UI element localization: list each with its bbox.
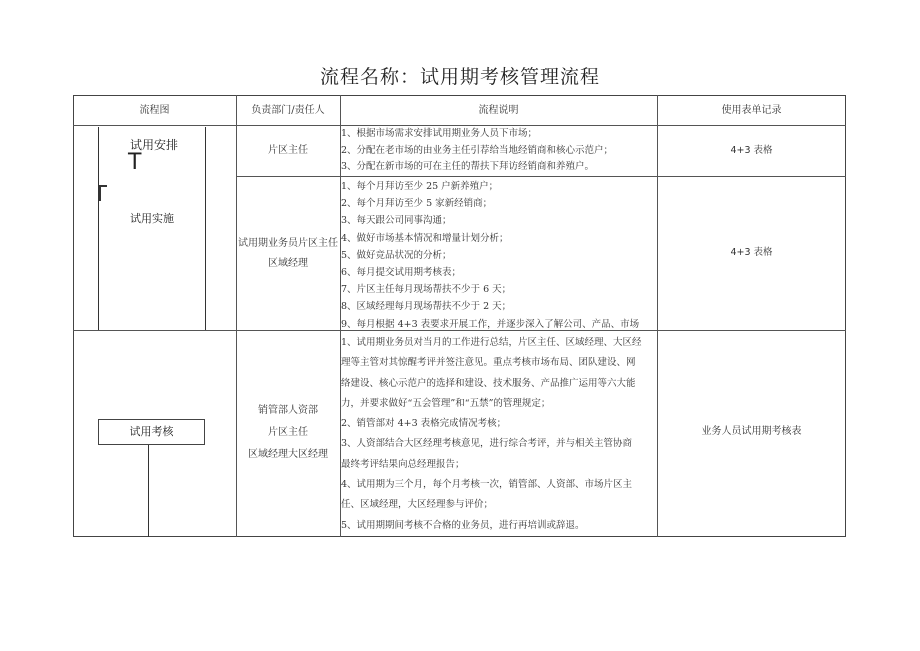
row3-dept: [236, 400, 340, 466]
row3-desc: [341, 333, 656, 536]
flow-step-assess: 试用考核: [98, 419, 205, 445]
row-divider: [236, 176, 846, 177]
header-desc: 流程说明: [478, 105, 519, 116]
dept-line: 片区主任: [268, 145, 308, 156]
desc-line: 力，并要求做好“五会管理”和“五禁”的管理规定；: [341, 397, 551, 409]
flow-connector-v: [99, 185, 101, 201]
dept-line: 销管部人资部: [258, 405, 318, 416]
header-flowchart: 流程图: [139, 105, 170, 116]
dept-line: 试用期业务员片区主任: [238, 238, 338, 249]
row3-form: 业务人员试用期考核表: [701, 426, 802, 437]
column-divider: [236, 95, 237, 537]
desc-line: 5、试用期期间考核不合格的业务员，进行再培训或辞退。: [341, 519, 585, 531]
flow-step-mark: T: [128, 150, 142, 175]
desc-line: 3、分配在新市场的可在主任的帮扶下拜访经销商和养殖户。: [341, 161, 595, 172]
desc-line: 络建设、核心示范户的选择和建设、技术服务、产品推广运用等六大能: [341, 377, 636, 389]
flow-line-left: [98, 127, 99, 330]
row1-dept: [236, 141, 340, 161]
row2-form: 4+3 表格: [730, 247, 773, 258]
desc-line: 4、做好市场基本情况和增量计划分析；: [341, 232, 509, 244]
row2-desc: [341, 178, 656, 330]
document-title: 流程名称：试用期考核管理流程: [319, 66, 600, 88]
desc-line: 3、每天跟公司同事沟通；: [341, 215, 452, 227]
flow-step-arrange: 试用安排: [130, 138, 179, 152]
desc-line: 理等主管对其惊醒考评并签注意见。重点考核市场布局、团队建设、网: [341, 357, 636, 369]
desc-line: 2、分配在老市场的由业务主任引荐给当地经销商和核心示范户；: [341, 144, 614, 156]
desc-line: 2、销管部对 4+3 表格完成情况考核；: [341, 418, 507, 430]
dept-line: 区域经理: [268, 258, 308, 269]
flow-step-implement: 试用实施: [130, 212, 174, 225]
row-divider: [73, 330, 846, 331]
desc-line: 1、试用期业务员对当月的工作进行总结，片区主任、区域经理、大区经: [341, 337, 642, 348]
header-forms: 使用表单记录: [721, 105, 782, 116]
header-dept: 负责部门/责任人: [251, 105, 325, 116]
desc-line: 最终考评结果向总经理报告；: [341, 458, 465, 470]
desc-line: 任、区域经理，大区经理参与评价；: [341, 499, 494, 511]
flow-line-right: [205, 127, 206, 330]
desc-line: 1、根据市场需求安排试用期业务人员下市场；: [341, 128, 538, 139]
desc-line: 1、每个月拜访至少 25 户新养殖户；: [341, 181, 499, 192]
desc-line: 4、试用期为三个月，每个月考核一次，销管部、人资部、市场片区主: [341, 479, 633, 491]
dept-line: 区域经理大区经理: [248, 449, 328, 460]
row2-dept: [236, 234, 340, 274]
desc-line: 9、每月根据 4+3 表要求开展工作，并逐步深入了解公司、产品、市场: [341, 318, 640, 330]
desc-line: 7、片区主任每月现场帮扶不少于 6 天；: [341, 284, 512, 296]
desc-line: 2、每个月拜访至少 5 家新经销商；: [341, 198, 493, 210]
flow-line-down: [148, 445, 149, 537]
desc-line: 6、每月提交试用期考核表；: [341, 267, 462, 279]
desc-line: 8、区域经理每月现场帮扶不少于 2 天；: [341, 301, 512, 313]
row1-form: 4+3 表格: [730, 145, 773, 156]
dept-line: 片区主任: [268, 427, 308, 438]
column-divider: [657, 95, 658, 537]
row1-desc: [341, 126, 656, 176]
desc-line: 3、人资部结合大区经理考核意见，进行综合考评，并与相关主管协商: [341, 438, 633, 450]
desc-line: 5、做好竞品状况的分析；: [341, 249, 452, 261]
